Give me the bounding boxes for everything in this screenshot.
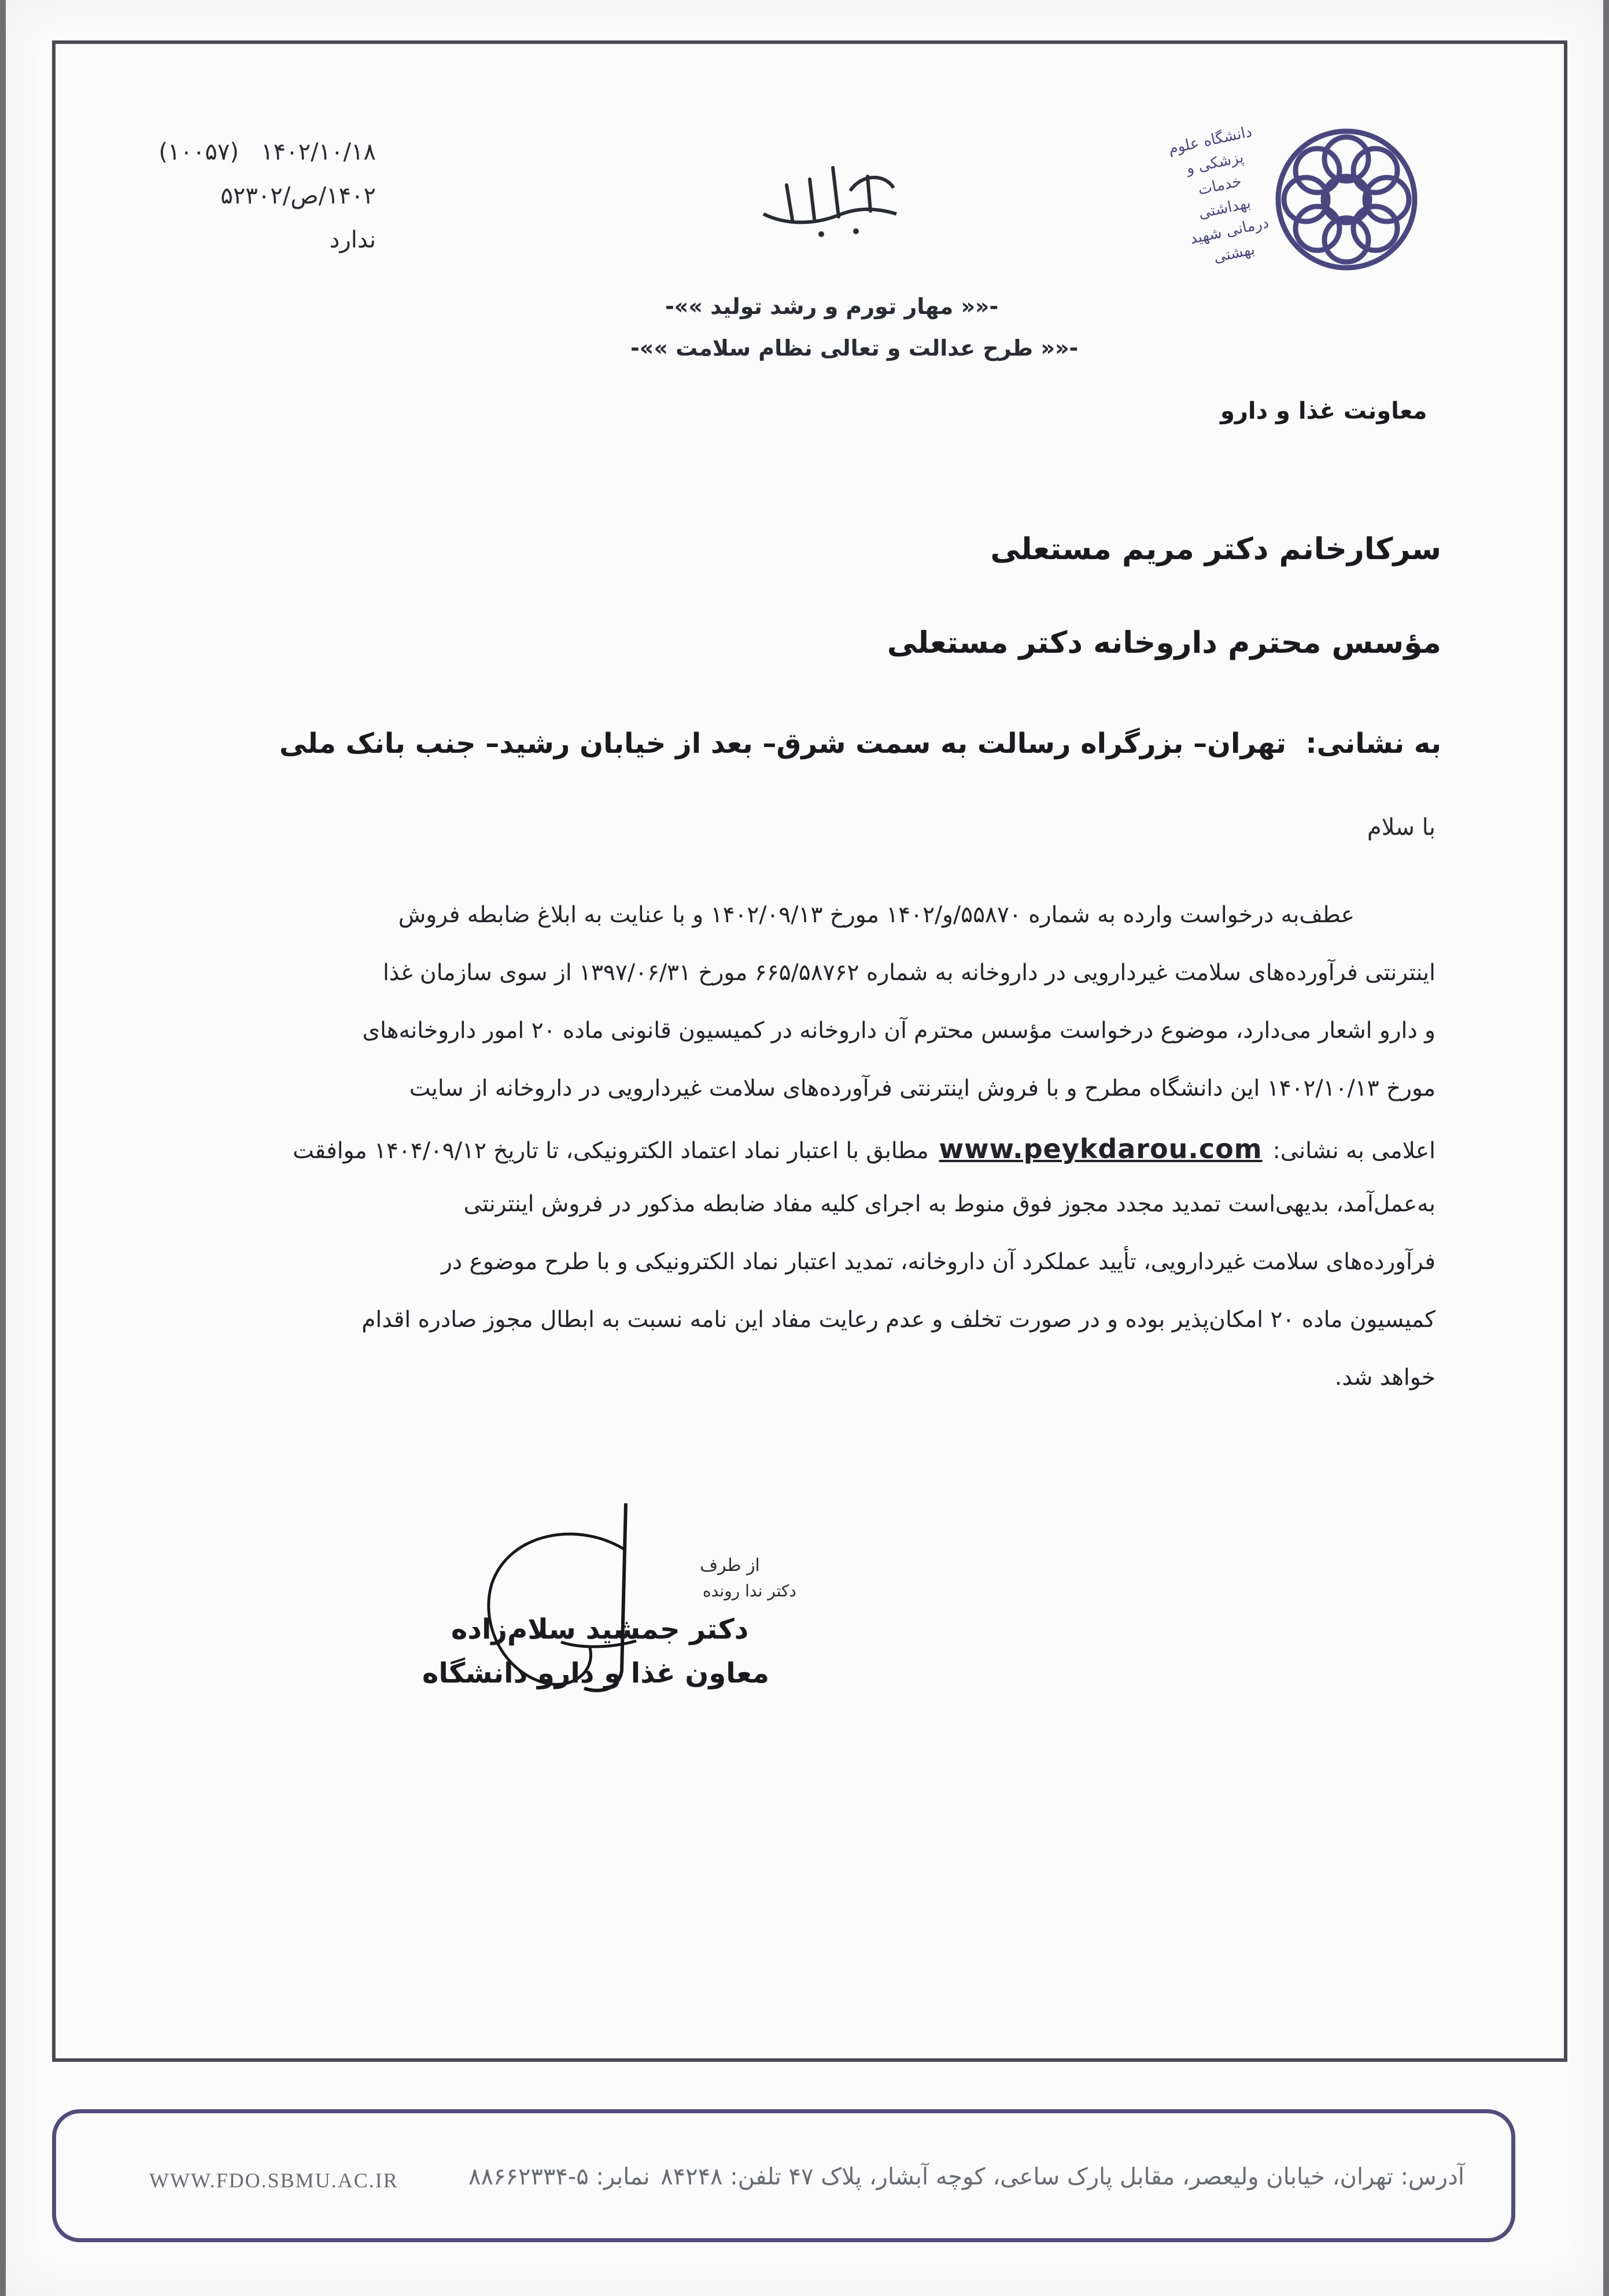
body-line-6: به‌عمل‌آمد، بدیهی‌است تمدید مجدد مجوز فوق منوط به اجرای کلیه مفاد ضابطه مذکور در فروش اینترنتی [463,1191,1435,1217]
date-line [98,130,376,174]
motto-justice: -«« طرح عدالت و تعالی نظام سلامت »»- [630,335,1079,361]
signatory-name: دکتر جمشید سلام‌زاده [451,1613,749,1646]
address-label: به نشانی: [1305,727,1441,760]
letter-number: ۱۴۰۲/ص/۵۲۳۰۲ [220,183,376,209]
letter-date: ۱۴۰۲/۱۰/۱۸ [261,139,376,165]
university-logo-icon [1265,119,1427,280]
ref-code: (۱۰۰۵۷) [158,139,239,165]
letter-metadata [98,130,376,262]
footer-address: آدرس: تهران، خیابان ولیعصر، مقابل پارک ساعی، کوچه آبشار، پلاک ۴۷ تلفن: ۸۴۲۴۸ [660,2164,1464,2190]
address-text: تهران– بزرگراه رسالت به سمت شرق– بعد از خیابان رشید– جنب بانک ملی [279,727,1287,760]
body-line-1: عطف‌به درخواست وارده به شماره ۵۵۸۷۰/و/۱۴۰۲ مورخ ۱۴۰۲/۰۹/۱۳ و با عنایت به ابلاغ ضابطه فروش [398,902,1355,928]
greeting: با سلام [1367,814,1435,841]
body-line-4: مورخ ۱۴۰۲/۱۰/۱۳ این دانشگاه مطرح و با فروش اینترنتی فرآورده‌های سلامت غیردارویی در داروخانه از سایت [409,1075,1435,1101]
on-behalf-label: از طرف [700,1555,760,1576]
body-line-3: و دارو اشعار می‌دارد، موضوع درخواست مؤسس محترم آن داروخانه در کمیسیون قانونی ماده ۲۰ امور داروخانه‌های [362,1018,1435,1044]
motto-inflation: -«« مهار تورم و رشد تولید »»- [665,294,999,319]
body-line-8: کمیسیون ماده ۲۰ امکان‌پذیر بوده و در صورت تخلف و عدم رعایت مفاد این نامه نسبت به ابطال مجوز صادره اقدام [361,1307,1435,1333]
letter-sheet [6,0,1603,2296]
website-link[interactable]: www.peykdarou.com [939,1133,1263,1164]
footer-fax: نمابر: ۵-۸۸۶۶۲۳۳۴ [468,2164,650,2190]
body-line-5 [293,1133,1435,1164]
body-line-2: اینترنتی فرآورده‌های سلامت غیردارویی در داروخانه به شماره ۶۶۵/۵۸۷۶۲ مورخ ۱۳۹۷/۰۶/۳۱ از سوی سازمان غذا [382,960,1435,986]
office-name: معاونت غذا و دارو [1220,398,1427,424]
university-name: دانشگاه علوم پزشکی و خدمات بهداشتی درمانی شهید بهشتی [1167,123,1271,267]
body-line-7: فرآورده‌های سلامت غیردارویی، تأیید عملکرد آن داروخانه، تمدید اعتبار نماد الکترونیکی و با طرح موضوع در [441,1249,1435,1275]
body-line-5-start: اعلامی به نشانی: [1272,1138,1435,1164]
recipient-name: سرکارخانم دکتر مریم مستعلی [990,532,1441,567]
handwritten-note: دکتر ندا رونده [703,1581,796,1600]
body-line-9: خواهد شد. [1334,1365,1435,1391]
bismillah-calligraphy [752,150,914,243]
recipient-address [279,727,1441,760]
recipient-title: مؤسس محترم داروخانه دکتر مستعلی [887,626,1441,660]
body-line-5-end: مطابق با اعتبار نماد اعتماد الکترونیکی، تا تاریخ ۱۴۰۴/۰۹/۱۲ موافقت [293,1138,929,1164]
footer-website[interactable]: WWW.FDO.SBMU.AC.IR [149,2169,398,2192]
attachment-value: ندارد [329,227,376,253]
signatory-title: معاون غذا و دارو دانشگاه [422,1657,770,1689]
